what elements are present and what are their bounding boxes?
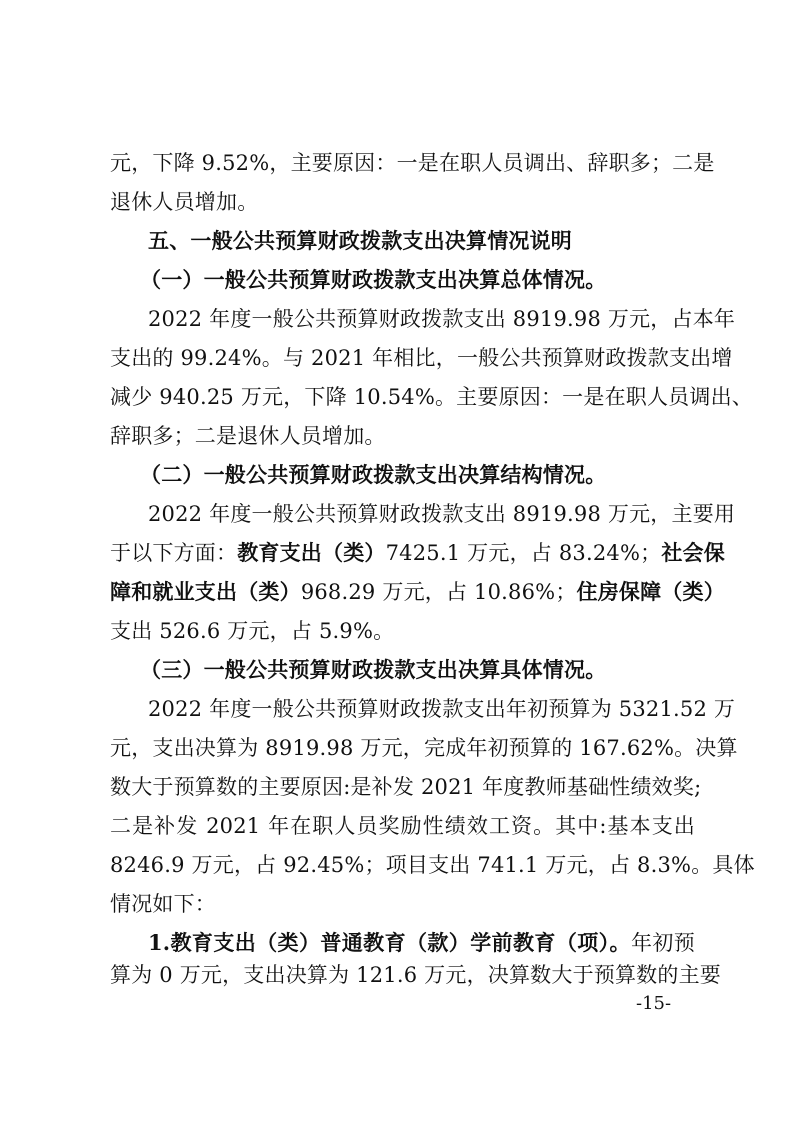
- body-text: 968.29 万元，占 10.86%；: [300, 580, 577, 604]
- body-line: 情况如下：: [110, 892, 216, 916]
- body-line: 2022 年度一般公共预算财政拨款支出 8919.98 万元，主要用: [148, 502, 736, 526]
- body-line: 元，支出决算为 8919.98 万元，完成年初预算的 167.62%。决算: [110, 736, 738, 760]
- body-text: 于以下方面：: [110, 541, 238, 565]
- category-label: 障和就业支出（类）: [110, 579, 301, 604]
- body-text: 7425.1 万元，占 83.24%；: [385, 541, 662, 565]
- body-line: 算为 0 万元，支出决算为 121.6 万元，决算数大于预算数的主要: [110, 963, 721, 987]
- body-line: 8246.9 万元，占 92.45%；项目支出 741.1 万元，占 8.3%。具体: [110, 853, 755, 877]
- subsection-heading: （二）一般公共预算财政拨款支出决算结构情况。: [140, 462, 607, 487]
- body-line: [148, 928, 695, 958]
- body-line: 数大于预算数的主要原因:是补发 2021 年度教师基础性绩效奖;: [110, 775, 702, 799]
- body-line: 元，下降 9.52%，主要原因：一是在职人员调出、辞职多；二是: [110, 151, 715, 175]
- body-line: [110, 577, 725, 607]
- body-line: 减少 940.25 万元，下降 10.54%。主要原因：一是在职人员调出、: [110, 385, 753, 409]
- section-heading: 五、一般公共预算财政拨款支出决算情况说明: [148, 229, 572, 253]
- category-label: 住房保障（类）: [576, 579, 725, 604]
- body-line: 二是补发 2021 年在职人员奖励性绩效工资。其中:基本支出: [110, 814, 695, 838]
- body-line: 退休人员增加。: [110, 190, 259, 214]
- body-line: 支出的 99.24%。与 2021 年相比，一般公共预算财政拨款支出增: [110, 346, 733, 370]
- item-heading: 1.教育支出（类）普通教育（款）学前教育（项）。: [148, 930, 631, 955]
- category-label: 教育支出（类）: [237, 540, 386, 565]
- subsection-heading: （三）一般公共预算财政拨款支出决算具体情况。: [140, 657, 607, 682]
- category-label: 社会保: [661, 540, 725, 565]
- subsection-heading: （一）一般公共预算财政拨款支出决算总体情况。: [140, 267, 607, 292]
- body-line: 辞职多；二是退休人员增加。: [110, 424, 386, 448]
- body-line: 支出 526.6 万元，占 5.9%。: [110, 619, 395, 643]
- body-line: 2022 年度一般公共预算财政拨款支出 8919.98 万元，占本年: [148, 307, 736, 331]
- page-number: -15-: [636, 993, 672, 1014]
- body-line: 2022 年度一般公共预算财政拨款支出年初预算为 5321.52 万: [148, 697, 736, 721]
- body-text: 年初预: [630, 931, 695, 955]
- body-line: [110, 538, 725, 568]
